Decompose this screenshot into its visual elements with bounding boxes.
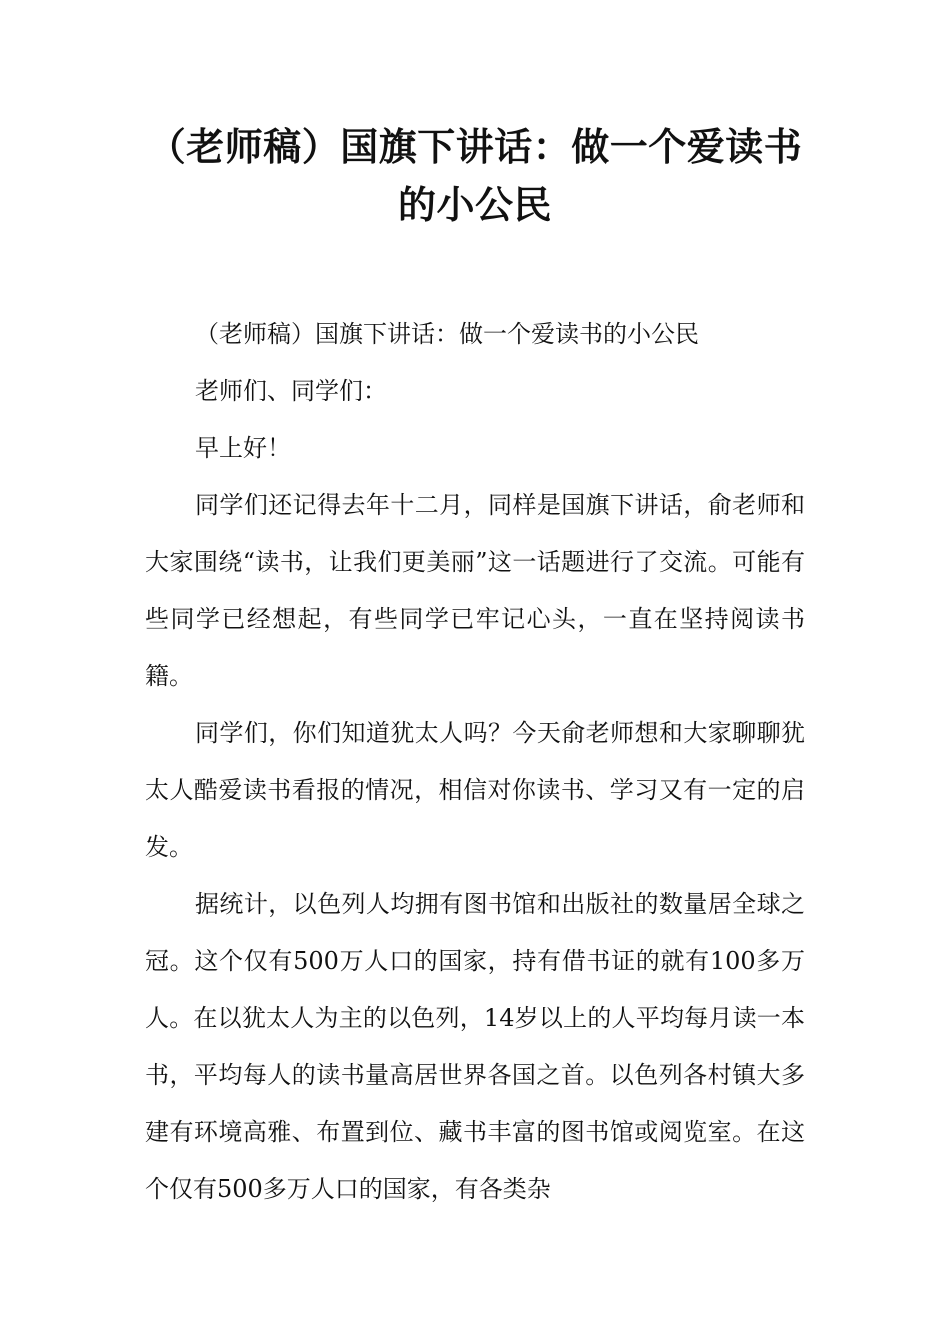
document-title: （老师稿）国旗下讲话：做一个爱读书的小公民 (147, 124, 803, 227)
body-paragraph: 同学们还记得去年十二月，同样是国旗下讲话，俞老师和大家围绕“读书，让我们更美丽”这一话题进行了交流。可能有些同学已经想起，有些同学已牢记心头，一直在坚持阅读书籍。 (145, 491, 805, 690)
body-paragraph: 同学们，你们知道犹太人吗？今天俞老师想和大家聊聊犹太人酷爱读书看报的情况，相信对你读书、学习又有一定的启发。 (145, 719, 805, 861)
document-body (145, 306, 805, 1218)
morning-greeting-paragraph: 早上好！ (195, 434, 291, 462)
greeting-paragraph: 老师们、同学们： (195, 377, 387, 405)
body-paragraph: 据统计，以色列人均拥有图书馆和出版社的数量居全球之冠。这个仅有500万人口的国家，持有借书证的就有100多万人。在以犹太人为主的以色列，14岁以上的人平均每月读一本书，平均每人的读书量高居世界各国之首。以色列各村镇大多建有环境高雅、布置到位、藏书丰富的图书馆或阅览室。在这个仅有500多万人口的国家，有各类杂 (145, 890, 805, 1203)
heading-paragraph: （老师稿）国旗下讲话：做一个爱读书的小公民 (195, 320, 699, 348)
